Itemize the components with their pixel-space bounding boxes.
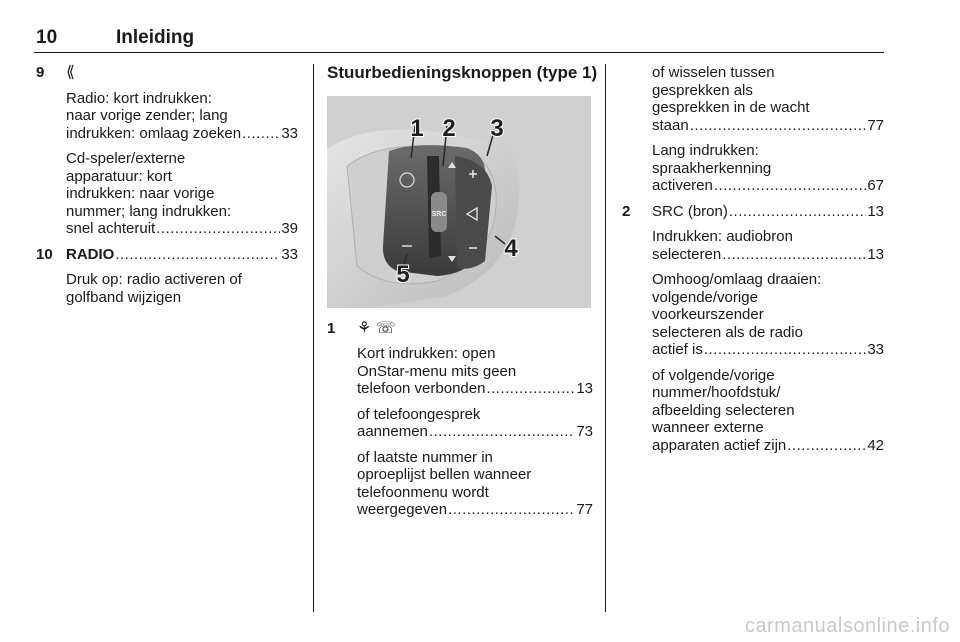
toc-line — [357, 423, 593, 441]
entry-10 — [36, 246, 298, 307]
toc-line — [357, 380, 593, 398]
page-header — [34, 22, 884, 53]
page-ref: 13 — [576, 380, 593, 397]
dot-leader — [242, 125, 280, 143]
steering-wheel-illustration — [327, 96, 591, 308]
text-line: snel achteruit — [66, 220, 156, 237]
column-1 — [36, 64, 298, 314]
toc-line — [357, 501, 593, 519]
rewind-symbol: ⟪ — [66, 64, 75, 81]
paragraph — [357, 406, 593, 441]
toc-line — [652, 246, 884, 264]
dot-leader — [115, 246, 280, 264]
text-line: telefoonmenu wordt — [357, 483, 489, 501]
watermark: carmanualsonline.info — [744, 615, 950, 637]
callout-5: 5 — [396, 260, 410, 288]
page-ref: 13 — [867, 202, 884, 220]
dot-leader — [704, 341, 866, 359]
paragraph — [357, 449, 593, 519]
paragraph — [66, 90, 298, 143]
entry-label: RADIO — [66, 245, 115, 263]
text-line: selecteren als de radio — [652, 323, 803, 341]
paragraph — [652, 64, 884, 134]
dot-leader — [729, 203, 866, 221]
text-line: indrukken: naar vorige — [66, 185, 215, 202]
dot-leader — [156, 220, 280, 238]
text-line: of laatste nummer in — [357, 448, 493, 466]
text-line: of telefoongesprek — [357, 405, 481, 423]
toc-line — [66, 246, 298, 264]
text-line: Radio: kort indrukken: — [66, 89, 212, 107]
text-line: of volgende/vorige — [652, 366, 775, 384]
dot-leader — [690, 117, 867, 135]
dot-leader — [787, 437, 866, 455]
steering-controls-figure — [327, 96, 591, 308]
src-label: SRC — [431, 210, 447, 218]
text-line: golfband wijzigen — [66, 288, 182, 306]
page-ref: 73 — [576, 423, 593, 440]
paragraph — [66, 150, 298, 238]
text-line: apparatuur: kort — [66, 167, 172, 185]
page-ref: 67 — [867, 177, 884, 194]
page-ref: 42 — [867, 436, 884, 454]
text-line: indrukken: omlaag zoeken — [66, 124, 242, 142]
text-line: Omhoog/omlaag draaien: — [652, 271, 822, 288]
paragraph — [652, 228, 884, 263]
page-ref: 33 — [281, 124, 298, 142]
text-line: apparaten actief zijn — [652, 436, 787, 454]
page-ref: 33 — [281, 245, 298, 263]
callout-3: 3 — [490, 114, 504, 142]
chapter-title: Inleiding — [116, 27, 195, 48]
dot-leader — [429, 423, 575, 441]
page-ref: 13 — [867, 245, 884, 263]
text-line: actief is — [652, 341, 703, 358]
entry-number: 10 — [36, 245, 53, 263]
entry-1-continued — [622, 64, 884, 195]
text-line: gesprekken in de wacht — [652, 99, 810, 116]
text-line: Indrukken: audiobron — [652, 228, 793, 245]
dot-leader — [722, 246, 866, 264]
page-ref: 33 — [867, 341, 884, 358]
text-line: activeren — [652, 177, 713, 194]
page-ref: 77 — [867, 116, 884, 134]
text-line: aannemen — [357, 423, 428, 440]
page-ref: 39 — [281, 220, 298, 237]
toc-line — [652, 117, 884, 135]
toc-line — [652, 177, 884, 195]
paragraph — [357, 345, 593, 398]
text-line: weergegeven — [357, 501, 448, 518]
section-title: Stuurbedieningsknoppen (type 1) — [327, 63, 598, 82]
entry-number: 9 — [36, 64, 45, 81]
paragraph — [652, 271, 884, 359]
text-line: afbeelding selecteren — [652, 401, 795, 419]
text-line: voorkeurszender — [652, 306, 764, 323]
entry-9 — [36, 64, 298, 238]
entry-label: SRC (bron) — [652, 202, 728, 220]
callout-1: 1 — [410, 114, 424, 142]
text-line: staan — [652, 116, 689, 134]
callout-2: 2 — [442, 114, 456, 142]
text-line: OnStar-menu mits geen — [357, 362, 517, 380]
text-line: Cd-speler/externe — [66, 150, 186, 167]
page-number: 10 — [36, 27, 58, 48]
entry-2 — [622, 203, 884, 455]
dot-leader — [486, 380, 575, 398]
paragraph — [652, 367, 884, 455]
phone-icons: ⚘ ☏ — [357, 319, 396, 337]
text-line: Kort indrukken: open — [357, 345, 496, 362]
text-line: Druk op: radio activeren of — [66, 271, 242, 288]
toc-line — [652, 341, 884, 359]
toc-line — [66, 220, 298, 238]
dot-leader — [448, 501, 575, 519]
text-line: telefoon verbonden — [357, 380, 486, 397]
text-line: naar vorige zender; lang — [66, 107, 228, 124]
entry-number: 1 — [327, 319, 336, 337]
text-line: nummer/hoofdstuk/ — [652, 384, 781, 401]
paragraph — [66, 271, 298, 306]
dot-leader — [714, 177, 866, 195]
text-line: spraakherkenning — [652, 159, 772, 177]
column-3 — [622, 64, 884, 462]
page-ref: 77 — [576, 501, 593, 518]
entry-1 — [327, 320, 593, 519]
text-line: selecteren — [652, 245, 722, 263]
toc-line — [652, 203, 884, 221]
text-line: oproeplijst bellen wanneer — [357, 466, 532, 483]
callout-4: 4 — [504, 234, 518, 262]
toc-line — [66, 125, 298, 143]
paragraph — [652, 142, 884, 195]
toc-line — [652, 437, 884, 455]
text-line: wanneer externe — [652, 419, 764, 436]
text-line: nummer; lang indrukken: — [66, 202, 232, 220]
entry-number: 2 — [622, 202, 631, 220]
text-line: gesprekken als — [652, 81, 753, 99]
column-divider-2 — [605, 64, 606, 612]
column-2 — [327, 63, 598, 527]
text-line: of wisselen tussen — [652, 64, 775, 81]
column-divider-1 — [313, 64, 314, 612]
text-line: Lang indrukken: — [652, 142, 759, 159]
text-line: volgende/vorige — [652, 288, 758, 306]
